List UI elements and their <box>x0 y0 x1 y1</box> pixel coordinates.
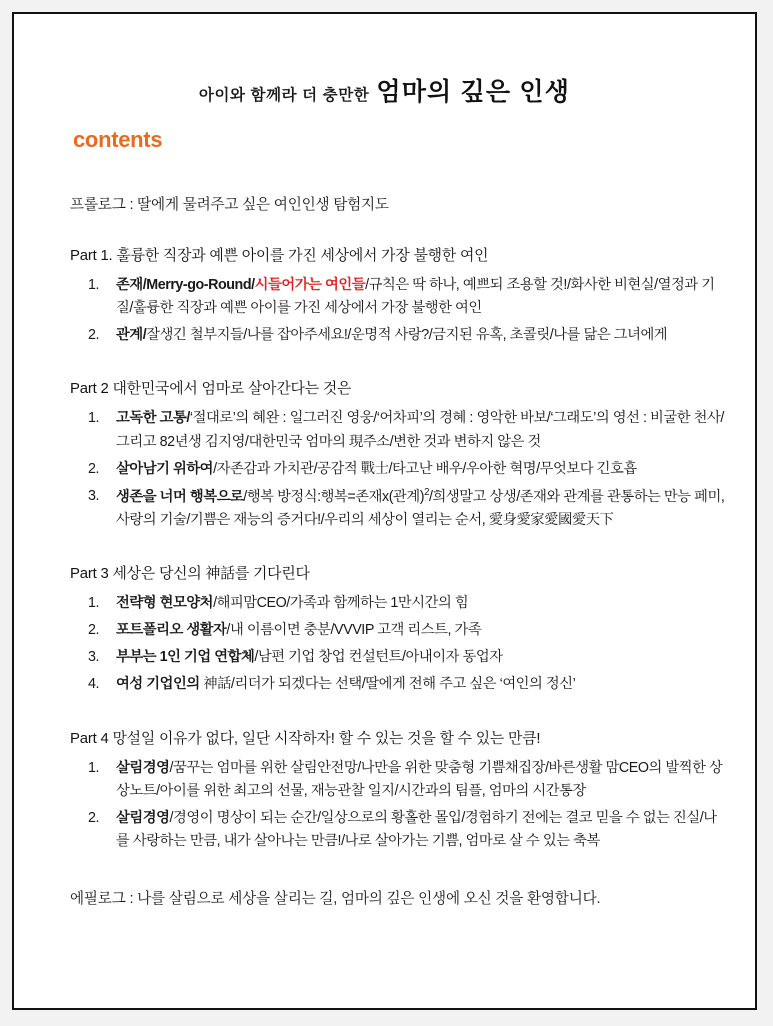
item-number: 3. <box>88 487 100 504</box>
item-text-segment: /리더가 되겠다는 선택/딸에게 전해 주고 싶은 ‘여인의 정신’ <box>230 676 576 693</box>
item-text-segment: /행복 방정식:행복=존재x(관계) <box>243 488 425 505</box>
part-block <box>42 244 727 347</box>
item-text-segment: /해피맘CEO/가족과 함께하는 1만시간의 힘 <box>213 595 469 612</box>
part-heading: Part 3 세상은 당신의 神話를 기다린다 <box>70 566 310 583</box>
item-text-segment: 전략형 현모양처 <box>116 595 214 612</box>
item-number: 1. <box>88 277 100 293</box>
document-body <box>14 14 755 1008</box>
item-text-segment: 살림경영 <box>116 809 170 826</box>
item-number: 2. <box>88 809 100 826</box>
item-text-segment: 포트폴리오 생활자 <box>116 622 227 639</box>
title-main: 엄마의 깊은 인생 <box>376 78 571 106</box>
title-lead: 아이와 함께라 더 충만한 <box>198 87 370 104</box>
page-title <box>42 72 727 108</box>
part-item <box>42 673 727 696</box>
item-text-segment: 부부는 1인 기업 연합체 <box>116 649 255 666</box>
item-text-segment: 존재/Merry-go-Round/ <box>116 277 255 293</box>
item-text-segment: /남편 기업 창업 컨설턴트/아내이자 동업자 <box>254 649 503 666</box>
part-heading: Part 4 망설일 이유가 없다, 일단 시작하자! 할 수 있는 것을 할 수 있는 만큼! <box>70 730 541 747</box>
epilogue-line: 에필로그 : 나를 살림으로 세상을 살리는 길, 엄마의 깊은 인생에 오신 것을 환영합니다. <box>70 891 601 908</box>
document-page <box>12 12 757 1010</box>
item-number: 2. <box>88 327 100 344</box>
item-text-segment: 고독한 고통/ <box>116 410 190 427</box>
item-number: 1. <box>88 595 100 612</box>
item-text-segment: 살아남기 위하여 <box>116 460 214 477</box>
item-text-segment: 생존을 너머 행복으로 <box>116 488 244 505</box>
part-item-list <box>42 757 727 854</box>
part-item <box>42 619 727 642</box>
item-text-segment: 2 <box>424 486 430 498</box>
part-item-list <box>42 274 727 347</box>
item-text-segment: 관계/ <box>116 327 147 344</box>
item-text-segment: 戰士 <box>360 460 389 477</box>
contents-heading: contents <box>73 127 163 152</box>
item-text-segment: 시들어가는 여인들 <box>254 277 366 293</box>
part-item <box>42 807 727 853</box>
item-number: 1. <box>88 759 100 776</box>
item-text-segment: 잘생긴 철부지들/나를 잡아주세요!/운명적 사랑?/금지된 유혹, 초콜릿/나를 닮은 그녀에게 <box>146 327 668 344</box>
part-item <box>42 458 727 481</box>
part-item <box>42 757 727 803</box>
item-text-segment: /꿈꾸는 엄마를 위한 살림안전망/나만을 위한 맞춤형 기쁨채집장/바른생활 맘CEO의 발찍한 상상노트/아이를 위한 최고의 선물, 재능관찰 일지/시간과의 팀플, 엄마의 시간통장 <box>116 759 723 799</box>
item-number: 4. <box>88 676 100 693</box>
item-text-segment: 주소/변한 것과 변하지 않은 것 <box>362 433 541 450</box>
item-text-segment: 現 <box>349 433 363 450</box>
part-heading: Part 2 대한민국에서 엄마로 살아간다는 것은 <box>70 381 352 398</box>
part-block <box>42 562 727 697</box>
part-item <box>42 592 727 615</box>
part-item <box>42 646 727 669</box>
item-text-segment: /희생말고 상생/존재와 관계를 관통하는 만능 페미, 사랑의 기술/기쁨은 재능의 증거다!/우리의 세상이 열리는 순서, <box>116 488 725 528</box>
item-text-segment: 神話 <box>203 676 231 693</box>
prologue-line: 프롤로그 : 딸에게 물려주고 싶은 여인인생 탐험지도 <box>70 197 389 213</box>
item-text-segment: ‘절대로’의 혜완 : 일그러진 영웅/‘어차피’의 경혜 : 영악한 바보/‘그래도’의 영선 : 비굴한 천사/그리고 82년생 김지영/대한민국 엄마의 <box>116 410 724 450</box>
item-number: 3. <box>88 649 100 666</box>
part-item <box>42 407 727 453</box>
item-number: 2. <box>88 460 100 477</box>
part-item <box>42 274 727 320</box>
item-text-segment: 愛身愛家愛國愛天下 <box>488 511 614 528</box>
part-heading: Part 1. 훌륭한 직장과 예쁜 아이를 가진 세상에서 가장 불행한 여인 <box>70 248 489 264</box>
part-item <box>42 485 727 532</box>
item-text-segment: /자존감과 가치관/공감적 <box>213 460 361 477</box>
parts-container <box>42 244 727 853</box>
part-block <box>42 727 727 854</box>
part-item <box>42 324 727 347</box>
item-text-segment: 여성 기업인의 <box>116 676 204 693</box>
item-text-segment: 살림경영 <box>116 759 170 776</box>
part-item-list <box>42 592 727 697</box>
item-text-segment: /타고난 배우/우아한 혁명/무엇보다 긴호흡 <box>388 460 637 477</box>
part-block <box>42 377 727 532</box>
item-number: 1. <box>88 410 100 427</box>
part-item-list <box>42 407 727 532</box>
item-text-segment: /규칙은 딱 하나, 예쁘되 조용할 것!/화사한 비현실/열정과 기질/훌륭한 직장과 예쁜 아이를 가진 세상에서 가장 불행한 여인 <box>116 277 715 317</box>
item-text-segment: /내 이름이면 충분/VVVIP 고객 리스트, 가족 <box>226 622 482 639</box>
item-number: 2. <box>88 622 100 639</box>
item-text-segment: /경영이 명상이 되는 순간/일상으로의 황홀한 몰입/경험하기 전에는 결코 믿을 수 없는 진실/나를 사랑하는 만큼, 내가 살아나는 만큼!/나로 살아가는 기쁨, 엄마로 살 수 있는 축복 <box>116 809 717 850</box>
